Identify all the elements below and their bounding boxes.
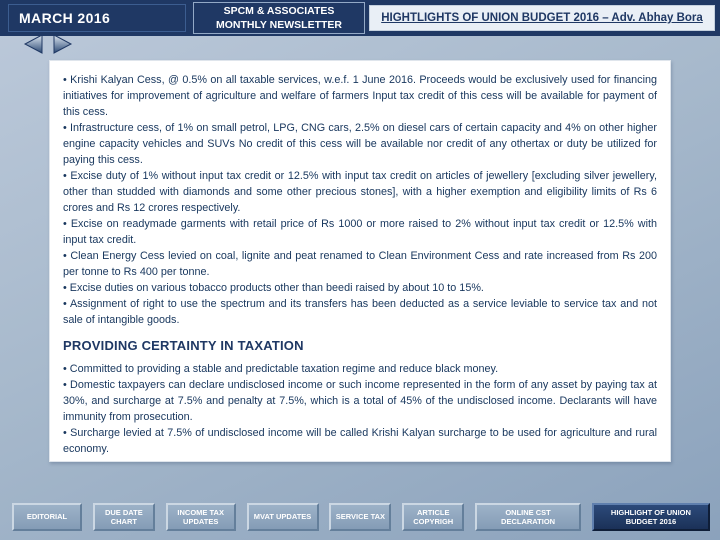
- nav-button-online-cst-declaration[interactable]: ONLINE CST DECLARATION: [475, 503, 581, 531]
- nav-button-income-tax-updates[interactable]: INCOME TAX UPDATES: [166, 503, 236, 531]
- header-strip: [0, 0, 720, 36]
- newsletter-title-line1: SPCM & ASSOCIATES: [223, 4, 335, 17]
- nav-button-service-tax[interactable]: SERVICE TAX: [329, 503, 391, 531]
- footer-navigation: [12, 503, 710, 531]
- nav-button-due-date-chart[interactable]: DUE DATE CHART: [93, 503, 155, 531]
- bullet-item: • Assignment of right to use the spectrum and its transfers has been deducted as a service leviable to service tax and not sale of intangible goods.: [63, 298, 657, 326]
- slide-navigation: [20, 32, 76, 56]
- nav-button-mvat-updates[interactable]: MVAT UPDATES: [247, 503, 319, 531]
- page-title: HIGHTLIGHTS OF UNION BUDGET 2016 – Adv. Abhay Bora: [381, 12, 703, 24]
- back-arrow-icon[interactable]: [20, 32, 46, 56]
- nav-button-article-copyright[interactable]: ARTICLE COPYRIGH: [402, 503, 464, 531]
- bullet-item: • Excise on readymade garments with retail price of Rs 1000 or more raised to 2% without input tax credit or 12.5% with input tax credit.: [63, 218, 657, 246]
- bullet-item: • Excise duties on various tobacco products other than beedi raised by about 10 to 15%.: [63, 282, 484, 294]
- page-title-box: [369, 5, 715, 31]
- section-heading: PROVIDING CERTAINTY IN TAXATION: [63, 338, 304, 353]
- bullet-item: • Clean Energy Cess levied on coal, lignite and peat renamed to Clean Environment Cess and rate increased from Rs 200 per tonne to Rs 400 per tonne.: [63, 250, 657, 278]
- newsletter-title: [193, 2, 365, 34]
- content-panel: [49, 60, 671, 462]
- bullet-item: • Surcharge levied at 7.5% of undisclosed income will be called Krishi Kalyan surcharge to be used for agriculture and rural economy.: [63, 427, 657, 455]
- bullet-item: • Domestic taxpayers can declare undisclosed income or such income represented in the form of any asset by paying tax at 30%, and surcharge at 7.5% and penalty at 7.5%, which is a total of 45% of the undisclosed income. Declarants will have immunity from prosecution.: [63, 379, 657, 423]
- newsletter-title-line2: MONTHLY NEWSLETTER: [215, 19, 342, 31]
- bullet-item: • Committed to providing a stable and predictable taxation regime and reduce black money.: [63, 363, 499, 375]
- issue-date: MARCH 2016: [8, 4, 186, 32]
- bullet-item: • Excise duty of 1% without input tax credit or 12.5% with input tax credit on articles of jewellery [excluding silver jewellery, other than studded with diamonds and some other precious stones], with a higher exemption and eligibility limits of Rs 6 crores and Rs 12 crores respectively.: [63, 170, 657, 214]
- forward-arrow-icon[interactable]: [50, 32, 76, 56]
- bullet-item: • Krishi Kalyan Cess, @ 0.5% on all taxable services, w.e.f. 1 June 2016. Proceeds would be exclusively used for financing initiatives for improvement of agriculture and welfare of farmers Input tax credit of this cess will be available for payment of this cess.: [63, 74, 657, 118]
- bullet-item: • Infrastructure cess, of 1% on small petrol, LPG, CNG cars, 2.5% on diesel cars of certain capacity and 4% on other higher engine capacity vehicles and SUVs No credit of this cess will be available nor credit of any othertax or duty be utilized for paying this cess.: [63, 122, 657, 166]
- nav-button-highlight-union-budget[interactable]: HIGHLIGHT OF UNION BUDGET 2016: [592, 503, 710, 531]
- nav-button-editorial[interactable]: EDITORIAL: [12, 503, 82, 531]
